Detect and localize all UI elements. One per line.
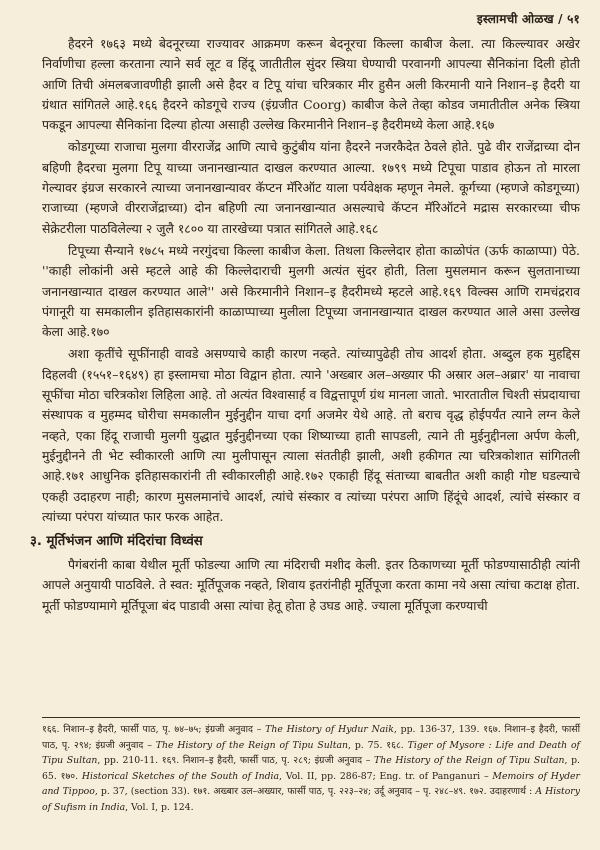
footnote-168-title: Tiger of Mysore : Life and Death of Tipu Sultan (42, 739, 580, 766)
footnote-169-title: The History of the Reign of Tipu Sultan (374, 755, 565, 766)
header-separator: / (558, 12, 563, 26)
footnote-166-title: The History of Hydur Naik (265, 724, 394, 735)
page-number: ५१ (567, 12, 580, 26)
footnote-169-text: १६९. निशान–इ हैदरी, फार्सी पाठ, पृ. २८९; इंग्रजी अनुवाद – (158, 755, 375, 766)
footnote-169-pages: , p. 65. (42, 755, 580, 782)
footnote-170-text: १७०. (56, 770, 82, 782)
paragraph-2: कोडगूच्या राजाचा मुलगा वीरराजेंद्र आणि त्याचे कुटुंबीय यांना हैदरने नजरकैदेत ठेवले होते. पुढे वीर राजेंद्राच्या दोन बहिणी हैदरचा मुलगा टिपू याच्या जनानखान्यात दाखल करण्यात आल्या. १७९९ मध्ये टिपूचा पाडाव होऊन तो मारला गेल्यावर इंग्रज सरकारने त्याच्या जनानखान्यावर कॅप्टन मॅरिऑट याला पर्यवेक्षक म्हणून नेमले. कूर्गच्या (म्हणजे कोडगूच्या) राजाच्या (म्हणजे वीरराजेंद्राच्या) दोन बहिणी त्या जनानखान्यात असल्याचे कॅप्टन मॅरिऑटने मद्रास सरकारच्या चीफ सेक्रेटरीला पाठविलेल्या २ जुलै १८०० या तारखेच्या पत्रात सांगितले आहे.१६८ (42, 139, 580, 236)
footnote-172-text: १७२. उदाहरणार्थ : (466, 786, 536, 797)
running-header (477, 10, 580, 27)
section-heading: ३. मूर्तिभंजन आणि मंदिरांचा विध्वंस (30, 534, 203, 550)
footnote-170-section: , p. 37, (section 33). (94, 786, 190, 797)
footnote-166-text: १६६. निशान–इ हैदरी, फार्सी पाठ, पृ. ७४–७५; इंग्रजी अनुवाद – (42, 724, 266, 735)
footnote-170-pages: , Vol. II, pp. 286-87; Eng. tr. of Panganuri – (279, 770, 493, 782)
footnote-divider (42, 717, 580, 718)
footnote-171: १७१. अख्बार उल–अख्यार, फार्सी पाठ, पृ. २२३–२४; उर्दू अनुवाद – पृ. २४८–४९. (189, 786, 467, 797)
footnote-172-title: A History of Sufism in India (42, 786, 581, 813)
footnote-170-title-2: Memoirs of Hyder and Tippoo (42, 770, 580, 797)
footnote-166-pages: , pp. 136-37, 139. (393, 724, 480, 735)
running-title: इस्लामची ओळख (476, 12, 554, 26)
footnote-167-text: १६७. निशान–इ हैदरी, फार्सी पाठ, पृ. २९४; इंग्रजी अनुवाद – (42, 724, 580, 751)
footnotes (42, 722, 580, 815)
footnote-167-pages: , p. 75. (347, 739, 383, 751)
section-paragraph: पैगंबरांनी काबा येथील मूर्ती फोडल्या आणि त्या मंदिराची मशीद केली. इतर ठिकाणच्या मूर्ती फोडण्यासाठीही त्यांनी आपले अनुयायी पाठविले. ते स्वत: मूर्तिपूजक नव्हते, शिवाय इतरांनीही मूर्तिपूजा करता कामा नये असा त्यांचा कटाक्ष होता. मूर्ती फोडण्यामागे मूर्तिपूजा बंद पाडावी असा त्यांचा हेतू होता हे उघड आहे. ज्याला मूर्तिपूजा करण्याची (42, 557, 580, 613)
footnote-168-pages: , pp. 210-11. (97, 755, 159, 766)
footnote-168-text: १६८. (382, 739, 408, 751)
footnote-172-pages: , Vol. I, p. 124. (125, 801, 194, 813)
paragraph-4: अशा कृतींचे सूफींनाही वावडे असण्याचे काही कारण नव्हते. त्यांच्यापुढेही तोच आदर्श होता. अब्दुल हक मुहद्दिस दिहलवी (१५५१–१६४९) हा इस्लामचा मोठा विद्वान होता. त्याने 'अख्बार अल–अख्यार फी अस्रार अल–अब्रार' या नावाचा सूफींचा मोठा चरित्रकोश लिहिला आहे. तो अत्यंत विश्वासार्ह व विद्वत्तापूर्ण ग्रंथ मानला जातो. भारतातील चिश्ती संप्रदायाचा संस्थापक व मुहम्मद घोरीचा समकालीन मुईनुद्दीन याचा दर्गा अजमेर येथे आहे. तो बराच वृद्ध होईपर्यंत त्याने लग्न केले नव्हते, एका हिंदू राजाची मुलगी युद्धात मुईनुद्दीनच्या एका शिष्याच्या हाती सापडली, त्याने ती मुईनुद्दीनला अर्पण केली, मुईनुद्दीनने ती भेट स्वीकारली आणि त्या मुलीपासून त्याला संततीही झाली, अशी हकीगत त्या चरित्रकोशात सांगितली आहे.१७१ आधुनिक इतिहासकारांनी ती स्वीकारलीही आहे.१७२ एकाही हिंदू संताच्या बाबतीत अशी काही गोष्ट घडल्याचे एकही उदाहरण नाही; कारण मुसलमानांचे आदर्श, त्यांचे संस्कार व त्यांच्या परंपरा आणि हिंदूंचे आदर्श, त्यांचे संस्कार व त्यांच्या परंपरा यांच्यात फार फरक आहेत. (42, 346, 580, 524)
paragraph-3: टिपूच्या सैन्याने १७८५ मध्ये नरगुंदचा किल्ला काबीज केला. तिथला किल्लेदार होता काळोपंत (ऊर्फ काळाप्पा) पेठे. ''काही लोकांनी असे म्हटले आहे की किल्लेदाराची मुलगी अत्यंत सुंदर होती, तिला मुसलमान करून सुलतानाच्या जनानखान्यात दाखल करण्यात आले'' असे किरमानीने निशान–इ हैदरीमध्ये म्हटले आहे.१६९ विल्क्स आणि रामचंद्रराव पंगानूरी या समकालीन इतिहासकारांनी काळाप्पाच्या मुलीला टिपूच्या जनानखान्यात दाखल करण्यात आले असा उल्लेख केला आहे.१७० (42, 242, 580, 340)
main-text (30, 34, 580, 618)
footnote-166 (42, 724, 479, 735)
footnote-170-title: Historical Sketches of the South of India (81, 770, 280, 782)
paragraph-1: हैदरने १७६३ मध्ये बेदनूरच्या राज्यावर आक्रमण करून बेदनूरचा किल्ला काबीज केला. त्या किल्ल्यावर अखेर निर्वाणीचा हल्ला करताना त्याने सर्व लूट व हिंदू जातीतील सुंदर स्त्रिया घेण्याची परवानगी आपल्या सैनिकांना दिली होती आणि तिची अंमलबजावणीही झाली असे हैदर व टिपू यांचा चरित्रकार मीर हुसैन अली किरमानी याने निशान–इ हैदरी या ग्रंथात सांगितले आहे.१६६ हैदरने कोडगूचे राज्य (इंग्रजीत Coorg) काबीज केले तेव्हा कोडव जमातीतील अनेक स्त्रिया पकडून आपल्या सैनिकांना दिल्या होत्या असाही उल्लेख किरमानीने निशान–इ हैदरीमध्ये केला आहे.१६७ (42, 36, 580, 133)
footnote-167-title: The History of the Reign of Tipu Sultan (155, 739, 348, 751)
